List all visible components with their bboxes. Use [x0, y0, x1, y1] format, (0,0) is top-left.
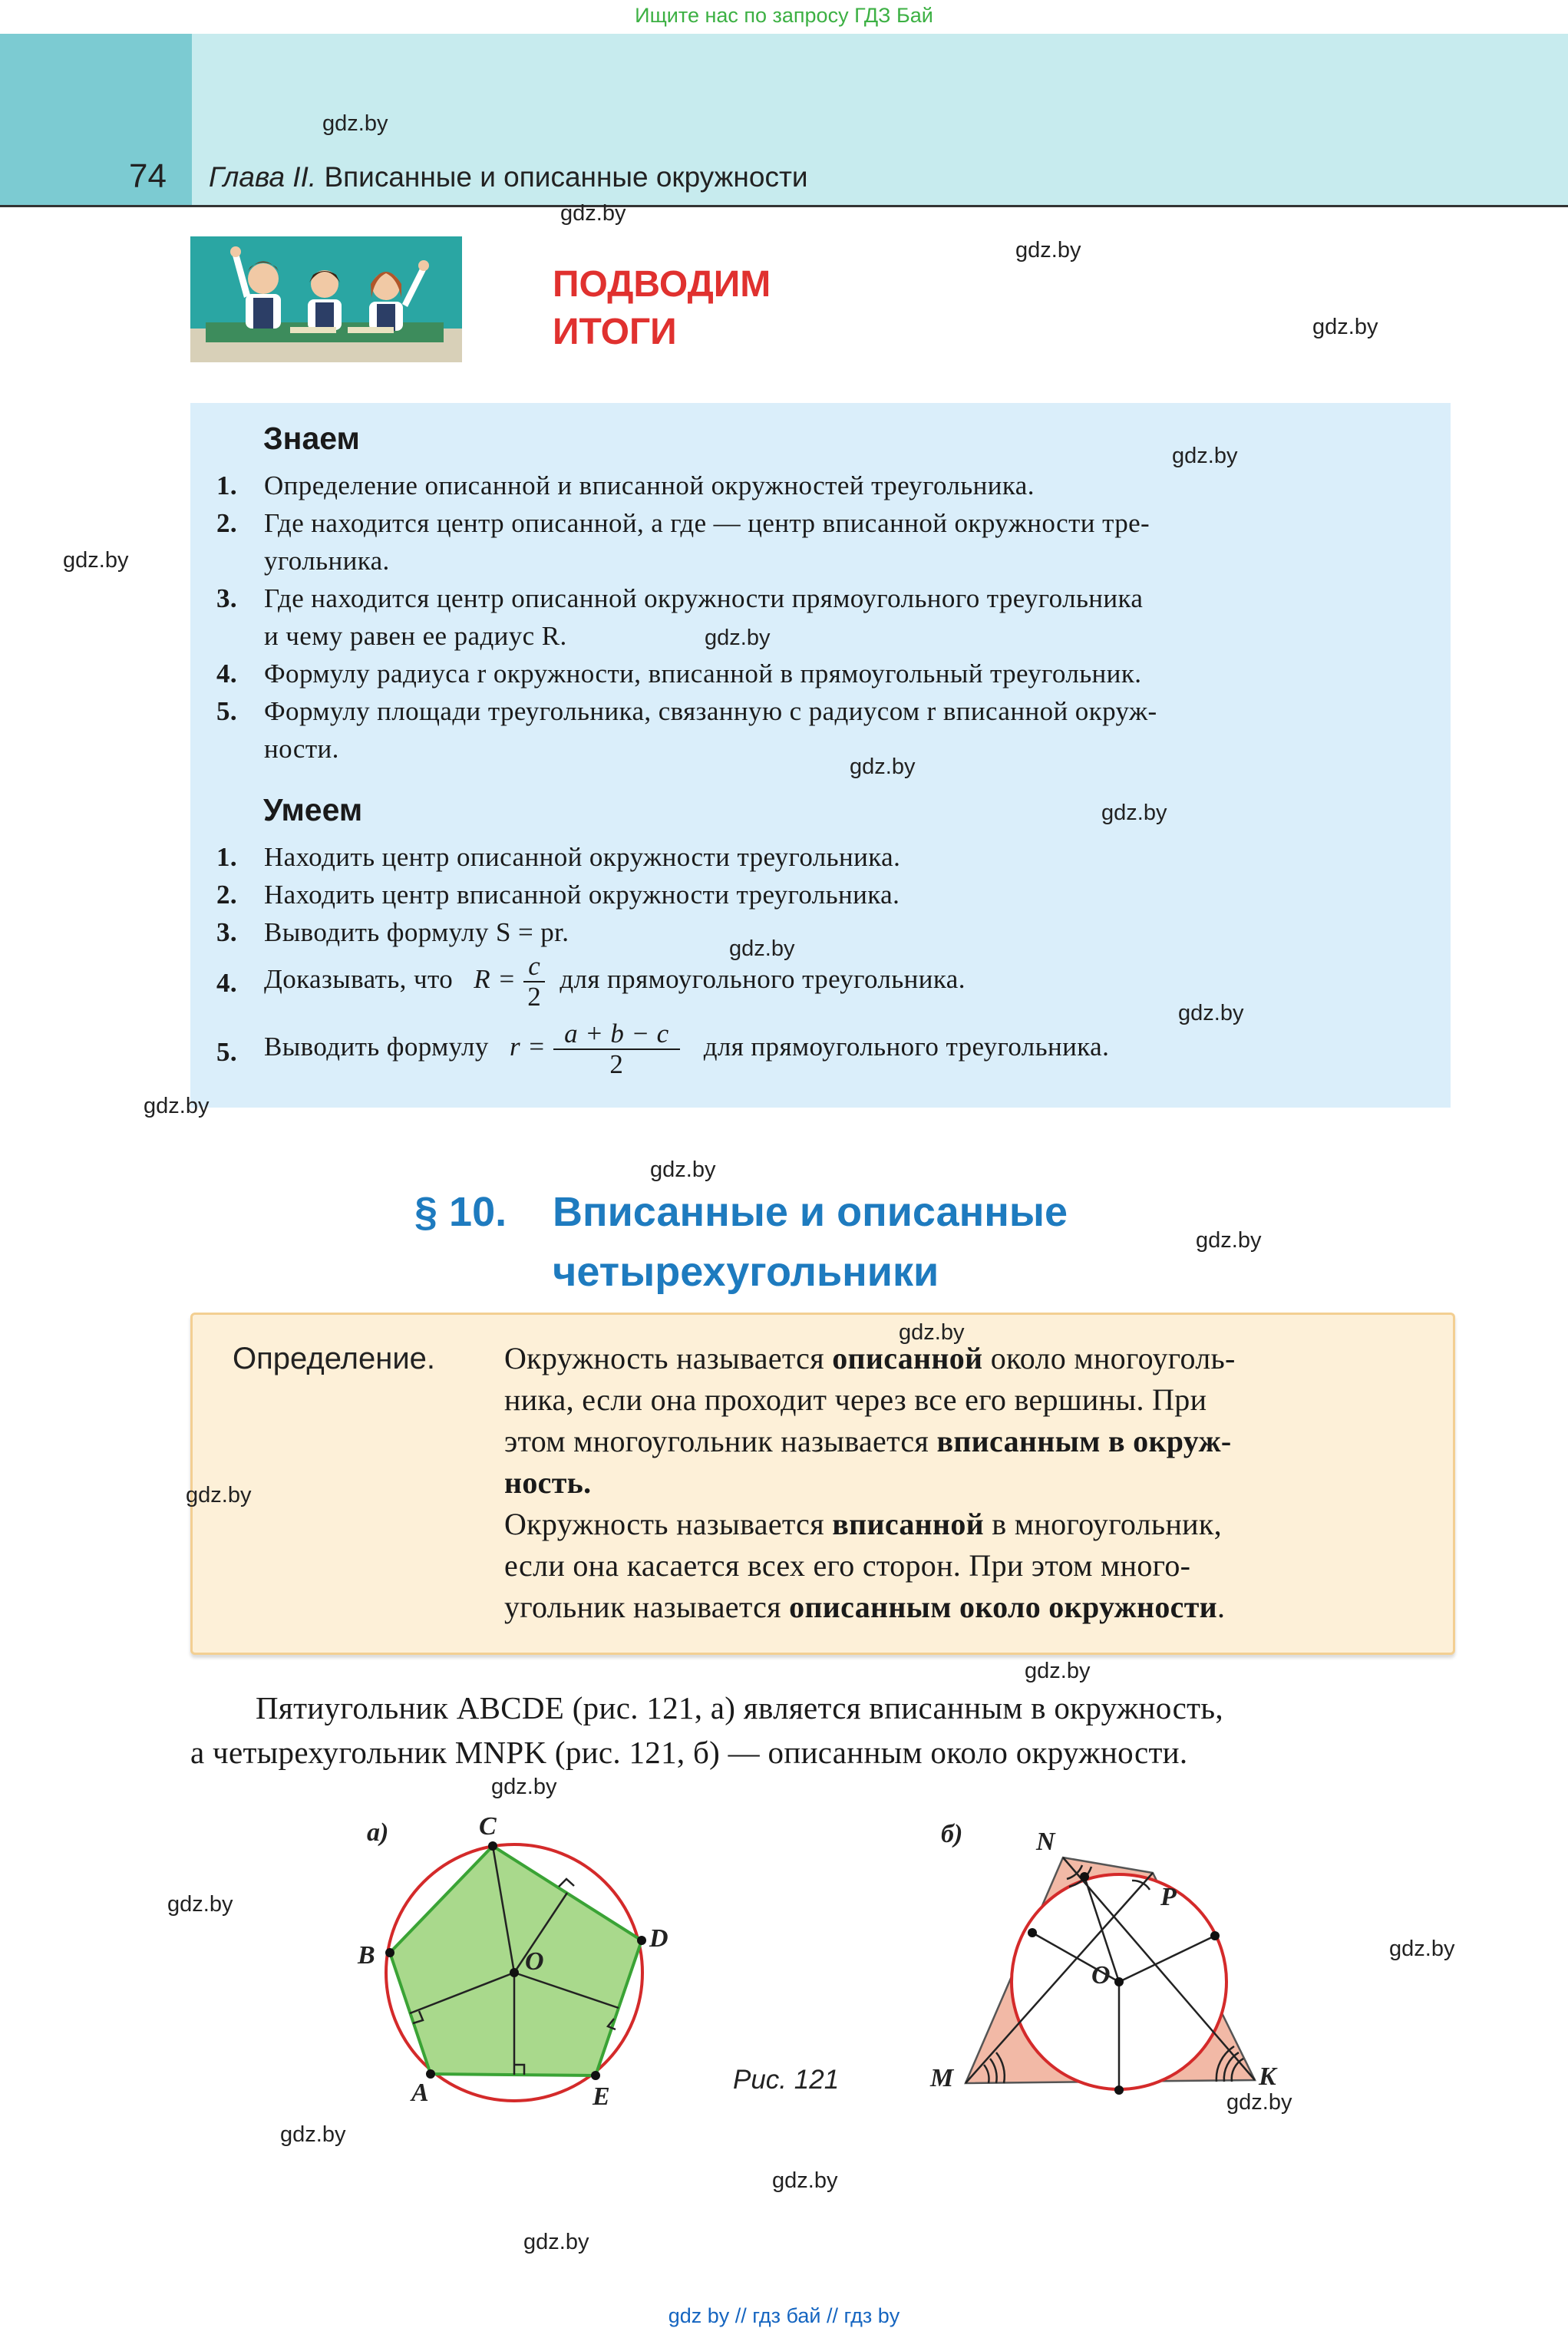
- know-item-4: 4. Формулу радиуса r окружности, вписанной в прямоугольный треугольник.: [216, 659, 1142, 689]
- fraction-abc-over-2: $\frac{a + b - c}{2}$: [553, 1019, 679, 1079]
- know-item-5: 5. Формулу площади треугольника, связанную с радиусом r вписанной окруж- ности.: [216, 696, 1157, 764]
- watermark: gdz.by: [186, 1483, 252, 1507]
- watermark: gdz.by: [280, 2122, 346, 2147]
- watermark: gdz.by: [729, 936, 795, 961]
- know-item-1: 1. Определение описанной и вписанной окружностей треугольника.: [216, 471, 1035, 500]
- classroom-illustration: [190, 236, 462, 362]
- vertex-c: C: [479, 1812, 497, 1841]
- watermark: gdz.by: [850, 755, 916, 779]
- header-rule: [0, 205, 1568, 207]
- know-heading: Знаем: [263, 421, 360, 456]
- figure-a-inscribed-pentagon: [338, 1796, 737, 2126]
- can-heading: Умеем: [263, 792, 363, 827]
- vertex-m: M: [930, 2064, 954, 2092]
- watermark: gdz.by: [1172, 444, 1238, 468]
- section-heading: § 10. Вписанные и описанные четырехугольники: [414, 1189, 1068, 1295]
- watermark: gdz.by: [772, 2168, 838, 2193]
- summary-title: ПОДВОДИМ ИТОГИ: [553, 264, 771, 352]
- vertex-d: D: [649, 1924, 668, 1953]
- watermark: gdz.by: [1178, 1001, 1244, 1025]
- watermark: gdz.by: [167, 1892, 233, 1917]
- top-note: Ищите нас по запросу ГДЗ Бай: [635, 4, 933, 27]
- figure-caption: Рис. 121: [733, 2065, 840, 2095]
- watermark: gdz.by: [63, 548, 129, 573]
- center-o-a: O: [525, 1947, 544, 1976]
- definition-line-7: угольник называется описанным около окружности.: [504, 1590, 1226, 1624]
- can-item-3: 3. Выводить формулу S = pr.: [216, 917, 569, 947]
- watermark: gdz.by: [322, 111, 388, 136]
- watermark: gdz.by: [1101, 801, 1167, 825]
- center-o-b: O: [1091, 1961, 1111, 1990]
- vertex-e: E: [593, 2082, 610, 2111]
- figure-b-circumscribed-quad: [921, 1811, 1320, 2103]
- vertex-n: N: [1036, 1828, 1055, 1856]
- definition-line-6: если она касается всех его сторон. При этом много-: [504, 1548, 1191, 1583]
- watermark: gdz.by: [650, 1157, 716, 1182]
- watermark: gdz.by: [1025, 1659, 1091, 1683]
- bottom-note: gdz by // гдз бай // гдз by: [668, 2304, 900, 2327]
- vertex-b: B: [358, 1941, 375, 1970]
- definition-line-3: этом многоугольник называется вписанным в окруж-: [504, 1424, 1232, 1458]
- definition-line-5: Окружность называется вписанной в многоугольник,: [504, 1507, 1222, 1541]
- watermark: gdz.by: [705, 626, 771, 650]
- watermark: gdz.by: [491, 1775, 557, 1799]
- body-line-2: а четырехугольник MNPK (рис. 121, б) — описанным около окружности.: [190, 1735, 1188, 1770]
- chapter-title: Глава II. Вписанные и описанные окружности: [209, 161, 808, 193]
- page-number: 74: [129, 157, 167, 195]
- definition-line-2: ника, если она проходит через все его вершины. При: [504, 1382, 1207, 1417]
- vertex-a: A: [411, 2079, 429, 2107]
- watermark: gdz.by: [1226, 2090, 1292, 2115]
- watermark: gdz.by: [1015, 238, 1081, 263]
- watermark: gdz.by: [1196, 1228, 1262, 1253]
- can-item-2: 2. Находить центр вписанной окружности треугольника.: [216, 880, 900, 910]
- definition-label: Определение.: [233, 1342, 436, 1375]
- watermark: gdz.by: [1312, 315, 1378, 339]
- vertex-p: P: [1160, 1883, 1177, 1911]
- vertex-k: K: [1259, 2062, 1276, 2091]
- can-item-1: 1. Находить центр описанной окружности треугольника.: [216, 842, 901, 872]
- watermark: gdz.by: [560, 201, 626, 226]
- definition-line-4: ность.: [504, 1465, 592, 1500]
- figure-a-label: а): [367, 1818, 389, 1847]
- fraction-c-over-2: $\frac{c}{2}$: [523, 952, 545, 1012]
- watermark: gdz.by: [144, 1094, 210, 1118]
- watermark: gdz.by: [899, 1320, 965, 1345]
- body-line-1: Пятиугольник ABCDE (рис. 121, а) является вписанным в окружность,: [256, 1690, 1223, 1725]
- definition-line-1: Окружность называется описанной около многоуголь-: [504, 1341, 1236, 1375]
- figure-b-label: б): [941, 1820, 963, 1848]
- know-item-3: 3. Где находится центр описанной окружности прямоугольного треугольника и чему равен ее радиус R.: [216, 583, 1144, 651]
- know-item-2: 2. Где находится центр описанной, а где — центр вписанной окружности тре- угольника.: [216, 508, 1150, 576]
- watermark: gdz.by: [1389, 1937, 1455, 1961]
- watermark: gdz.by: [523, 2230, 589, 2254]
